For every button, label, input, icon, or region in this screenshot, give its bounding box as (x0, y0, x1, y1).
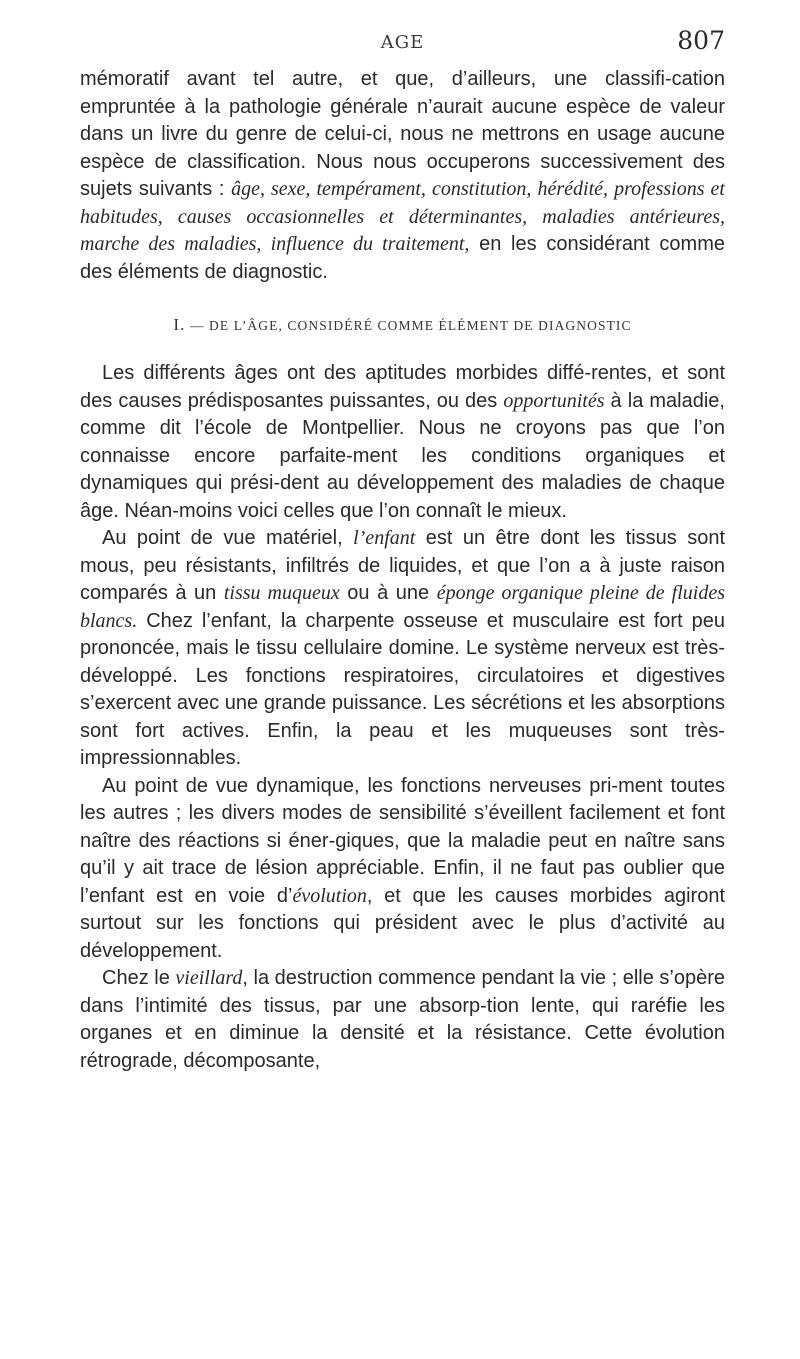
section-number: I. (173, 315, 186, 334)
text-run: mémoratif avant tel autre, et que, d’ailleurs, une classifi-cation empruntée à la pathologie générale n’aurait aucune espèce de valeur dans un livre du genre de celui-ci, nous ne mettrons en usage aucune espèce de classification. Nous nous occuperons successivement des sujets suivants : (80, 68, 725, 200)
italic-run: vieillard (175, 967, 243, 989)
text-run: Les différents âges ont des aptitudes morbides diffé-rentes, et sont des causes prédisposantes puissantes, ou des (80, 362, 725, 412)
paragraph-enfant-dynamique (80, 773, 725, 966)
paragraph-enfant-materiel (80, 525, 725, 773)
text-run: Chez l’enfant, la charpente osseuse et musculaire est fort peu prononcée, mais le tissu cellulaire domine. Le système nerveux est très-développé. Les fonctions respiratoires, circulatoires et digestives s’exercent avec une grande puissance. Les sécrétions et les absorptions sont fort actives. Enfin, la peau et les muqueuses sont très-impressionnables. (80, 609, 725, 769)
text-run: , la destruction commence pendant la vie ; elle s’opère dans l’intimité des tissus, par une absorp-tion lente, qui raréfie les organes et en diminue la densité et la résistance. Cette évolution rétrograde, décomposante, (80, 967, 725, 1072)
paragraph-vieillard (80, 965, 725, 1075)
italic-run: l’enfant (353, 527, 416, 549)
page-number: 807 (677, 26, 725, 55)
text-run: Au point de vue matériel, (102, 527, 354, 549)
running-head (80, 26, 725, 66)
intro-paragraph (80, 66, 725, 286)
section-heading (80, 315, 725, 335)
text-run: Chez le (102, 967, 176, 989)
text-run: Au point de vue dynamique, les fonctions nerveuses pri-ment toutes les autres ; les divers modes de sensibilité s’éveillent facilement et font naître des réactions si éner-giques, que la maladie peut en naître sans qu’il y ait trace de lésion appréciable. Enfin, il ne faut pas oublier que l’enfant est en voie d’ (80, 774, 725, 907)
text-run: en les considérant comme des éléments de diagnostic. (80, 233, 725, 283)
text-run: ou à une (339, 582, 437, 604)
italic-run: évolution (292, 884, 367, 907)
italic-run: opportunités (503, 389, 605, 412)
running-title: AGE (380, 32, 425, 53)
book-page (80, 26, 725, 1075)
paragraph-ages (80, 360, 725, 525)
text-run: à la maladie, comme dit l’école de Montpellier. Nous ne croyons pas que l’on connaisse encore parfaite-ment les conditions organiques et dynamiques qui prési-dent au développement des maladies de chaque âge. Néan-moins voici celles que l’on connaît le mieux. (80, 389, 725, 522)
italic-run: tissu muqueux (223, 582, 340, 604)
text-run: , et que les causes morbides agiront surtout sur les fonctions qui président avec le plus d’activité au développement. (80, 884, 725, 962)
text-run: est un être dont les tissus sont mous, peu résistants, infiltrés de liquides, et que l’on a à juste raison comparés à un (80, 527, 726, 604)
italic-run: âge, sexe, tempérament, constitution, hérédité, professions et habitudes, causes occasionnelles et déterminantes, maladies antérieures, marche des maladies, influence du traitement, (80, 178, 725, 255)
section-title: — DE L’ÂGE, CONSIDÉRÉ COMME ÉLÉMENT DE DIAGNOSTIC (189, 318, 632, 333)
italic-run: éponge organique pleine de fluides blancs. (80, 582, 725, 632)
